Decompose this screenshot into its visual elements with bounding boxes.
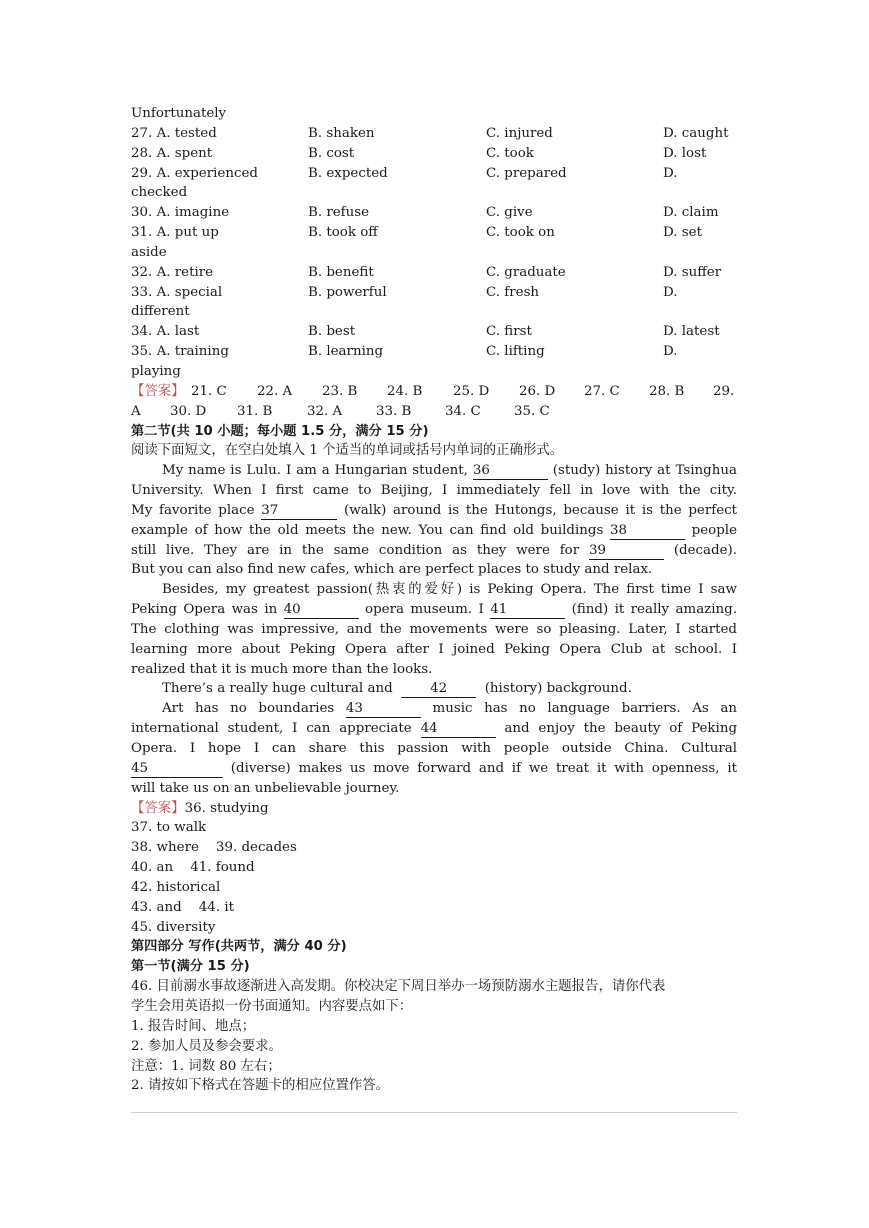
answer-tag: 【答案】 bbox=[131, 800, 185, 816]
answer-item: 35. C bbox=[514, 403, 550, 419]
answer-item: 34. C bbox=[445, 403, 481, 419]
q29-option-b: B. expected bbox=[308, 165, 388, 181]
q31-option-c: C. took on bbox=[486, 225, 555, 241]
q27-option-a: 27. A. tested bbox=[131, 125, 217, 141]
answer-tag: 【答案】 bbox=[131, 383, 185, 399]
question-33-options bbox=[131, 283, 737, 303]
answer-key-2-line1: 【答案】36. studying bbox=[131, 800, 269, 816]
answer-item: 30. D bbox=[170, 403, 207, 419]
blank-44: 44 bbox=[421, 721, 496, 738]
passage-p4-line4: 45 (diverse) makes us move forward and if we treat it with openness, it bbox=[131, 760, 737, 776]
passage-p4-line5: will take us on an unbelievable journey. bbox=[131, 780, 400, 796]
answer-key-2-line5: 42. historical bbox=[131, 879, 221, 895]
answer-item: 31. B bbox=[237, 403, 273, 419]
q32-option-b: B. benefit bbox=[308, 264, 374, 280]
answer-key-2-line3: 38. where 39. decades bbox=[131, 840, 297, 856]
q29-option-a: 29. A. experienced bbox=[131, 165, 258, 181]
answer-item: 21. C bbox=[191, 383, 227, 399]
answer-item: 27. C bbox=[584, 383, 620, 399]
q33-option-c: C. fresh bbox=[486, 284, 540, 300]
q33-option-d-wrap: different bbox=[131, 304, 190, 320]
answer-key-2-line4: 40. an 41. found bbox=[131, 860, 255, 876]
blank-39: 39 bbox=[589, 543, 664, 560]
answer-key-2-line7: 45. diversity bbox=[131, 919, 216, 935]
question-30-options bbox=[131, 203, 737, 223]
q29-option-c: C. prepared bbox=[486, 165, 567, 181]
answer-item: A bbox=[131, 403, 141, 419]
passage-p4-line1: Art has no boundaries 43 music has no language barriers. As an bbox=[162, 701, 737, 717]
question-28-options bbox=[131, 144, 737, 164]
q28-option-b: B. cost bbox=[308, 145, 355, 161]
q34-option-b: B. best bbox=[308, 324, 356, 340]
q31-option-b: B. took off bbox=[308, 225, 378, 241]
q32-option-d: D. suffer bbox=[663, 264, 722, 280]
passage-p4-line3: Opera. I hope I can share this passion with people outside China. Cultural bbox=[131, 741, 737, 756]
part4-section1-heading: 第一节(满分 15 分) bbox=[131, 959, 250, 975]
q29-option-d-wrap: checked bbox=[131, 185, 188, 201]
q33-option-d: D. bbox=[663, 284, 678, 300]
section2-instruction: 阅读下面短文，在空白处填入 1 个适当的单词或括号内单词的正确形式。 bbox=[131, 443, 564, 459]
answer-item: 29. bbox=[713, 383, 735, 399]
passage-p1-line2: University. When I first came to Beijing, I immediately fell in love with the city. bbox=[131, 483, 737, 499]
q27-option-d: D. caught bbox=[663, 125, 729, 141]
document-page bbox=[131, 104, 737, 1096]
blank-41: 41 bbox=[490, 602, 565, 619]
q35-option-a: 35. A. training bbox=[131, 344, 229, 360]
requirement-point-2: 2. 参加人员及参会要求。 bbox=[131, 1038, 282, 1054]
prev-question-tail: Unfortunately bbox=[131, 106, 227, 121]
q33-option-a: 33. A. special bbox=[131, 284, 223, 300]
q31-option-d-wrap: aside bbox=[131, 244, 167, 260]
q31-option-d: D. set bbox=[663, 225, 702, 241]
note-line-1: 注意：1. 词数 80 左右； bbox=[131, 1058, 281, 1074]
blank-40: 40 bbox=[284, 602, 359, 619]
requirement-point-1: 1. 报告时间、地点； bbox=[131, 1018, 256, 1034]
passage-p2-line1: Besides, my greatest passion(热衷的爱好) is Peking Opera. The first time I saw bbox=[162, 582, 737, 598]
answer-item: 23. B bbox=[322, 383, 358, 399]
answer-item: 26. D bbox=[519, 383, 556, 399]
q30-option-b: B. refuse bbox=[308, 205, 370, 221]
blank-45: 45 bbox=[131, 761, 223, 778]
passage-p3-line1: There’s a really huge cultural and 42 (history) background. bbox=[162, 681, 632, 697]
blank-38: 38 bbox=[610, 523, 685, 540]
answer-item: 33. B bbox=[376, 403, 412, 419]
q34-option-a: 34. A. last bbox=[131, 324, 200, 340]
passage-p2-line5: realized that it is much more than the looks. bbox=[131, 661, 433, 677]
q33-option-b: B. powerful bbox=[308, 284, 387, 300]
q27-option-c: C. injured bbox=[486, 125, 553, 141]
q27-option-b: B. shaken bbox=[308, 125, 375, 141]
question-27-options bbox=[131, 124, 737, 144]
passage-p2-line4: learning more about Peking Opera after I joined Peking Opera Club at school. I bbox=[131, 641, 737, 657]
q34-option-d: D. latest bbox=[663, 324, 720, 340]
passage-p1-line3: My favorite place 37 (walk) around is the Hutongs, because it is the perfect bbox=[131, 502, 737, 518]
answer-key-2-line2: 37. to walk bbox=[131, 820, 207, 836]
q35-option-b: B. learning bbox=[308, 344, 384, 360]
passage-p1-line5: still live. They are in the same condition as they were for 39 (decade). bbox=[131, 542, 737, 558]
q32-option-c: C. graduate bbox=[486, 264, 566, 280]
q29-option-d: D. bbox=[663, 165, 678, 181]
answer-item: 28. B bbox=[649, 383, 685, 399]
q30-option-c: C. give bbox=[486, 205, 533, 221]
q32-option-a: 32. A. retire bbox=[131, 264, 214, 280]
q30-option-d: D. claim bbox=[663, 205, 719, 221]
answer-key-2-line6: 43. and 44. it bbox=[131, 899, 234, 915]
q34-option-c: C. first bbox=[486, 324, 532, 340]
passage-p1-line4: example of how the old meets the new. You can find old buildings 38 people bbox=[131, 522, 737, 538]
answer-key-1-row1 bbox=[131, 382, 737, 402]
answer-item: 24. B bbox=[387, 383, 423, 399]
page-divider bbox=[131, 1112, 737, 1113]
question-35-options bbox=[131, 342, 737, 362]
q35-option-c: C. lifting bbox=[486, 344, 545, 360]
question-46-line2: 学生会用英语拟一份书面通知。内容要点如下： bbox=[131, 998, 413, 1014]
answer-item: 22. A bbox=[257, 383, 293, 399]
question-29-options bbox=[131, 164, 737, 184]
passage-p1-line6: But you can also find new cafes, which are perfect places to study and relax. bbox=[131, 562, 653, 578]
note-line-2: 2. 请按如下格式在答题卡的相应位置作答。 bbox=[131, 1078, 390, 1094]
question-32-options bbox=[131, 263, 737, 283]
blank-37: 37 bbox=[261, 503, 337, 520]
passage-p2-line3: The clothing was impressive, and the movements were so pleasing. Later, I started bbox=[131, 621, 737, 637]
question-46-line1: 46. 目前溺水事故逐渐进入高发期。你校决定下周日举办一场预防溺水主题报告，请你代表 bbox=[131, 979, 666, 995]
q35-option-d-wrap: playing bbox=[131, 363, 181, 379]
q30-option-a: 30. A. imagine bbox=[131, 205, 230, 221]
q28-option-a: 28. A. spent bbox=[131, 145, 213, 161]
blank-42: 42 bbox=[401, 681, 476, 698]
section2-heading: 第二节(共 10 小题；每小题 1.5 分，满分 15 分) bbox=[131, 423, 429, 439]
answer-item: 25. D bbox=[453, 383, 490, 399]
q35-option-d: D. bbox=[663, 344, 678, 360]
answer-key-1-row2 bbox=[131, 402, 737, 422]
q31-option-a: 31. A. put up bbox=[131, 225, 219, 241]
blank-43: 43 bbox=[346, 701, 421, 718]
q28-option-c: C. took bbox=[486, 145, 534, 161]
part4-heading: 第四部分 写作(共两节，满分 40 分) bbox=[131, 939, 347, 955]
question-31-options bbox=[131, 223, 737, 243]
answer-item: 32. A bbox=[307, 403, 343, 419]
blank-36: 36 bbox=[473, 463, 548, 480]
passage-p1-line1: My name is Lulu. I am a Hungarian student, 36 (study) history at Tsinghua bbox=[162, 463, 737, 479]
q28-option-d: D. lost bbox=[663, 145, 707, 161]
passage-p4-line2: international student, I can appreciate 44 and enjoy the beauty of Peking bbox=[131, 721, 737, 737]
question-34-options bbox=[131, 322, 737, 342]
passage-p2-line2: Peking Opera was in 40 opera museum. I 41 (find) it really amazing. bbox=[131, 602, 737, 618]
